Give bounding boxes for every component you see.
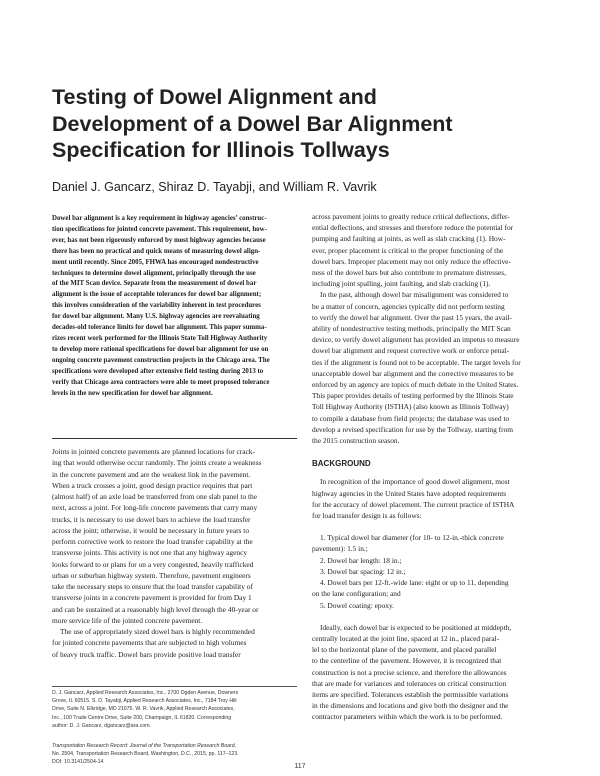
body-line: In recognition of the importance of good dowel alignment, most xyxy=(320,477,510,487)
body-line: lel to the horizontal plane of the pavement, and placed parallel xyxy=(312,645,497,655)
author-list: Daniel J. Gancarz, Shiraz D. Tayabji, and William R. Vavrik xyxy=(52,180,377,194)
abstract-line: of the MIT Scan device. Separate from the measurement of dowel bar xyxy=(52,280,257,288)
body-line: ability of nondestructive testing methods, principally the MIT Scan xyxy=(312,324,511,334)
body-line: ties if the alignment is found not to be acceptable. The target levels for xyxy=(312,357,521,367)
body-line: next, across a joint. For long-life concrete pavements that carry many xyxy=(52,503,258,513)
body-line: in the dimensions and locations and give both the designer and the xyxy=(312,701,509,711)
body-line: trucks, it is necessary to use dowel bars to achieve the load transfer xyxy=(52,514,251,524)
journal-line: Transportation Research Record: Journal of the Transportation Research Board, xyxy=(52,743,237,749)
body-line: transverse joints. This activity is not one that any highway agency xyxy=(52,548,248,558)
title-line: Testing of Dowel Alignment and xyxy=(52,85,377,109)
list-item: pavement): 1.5 in.; xyxy=(312,544,368,554)
abstract-line: there has been no practical and quick means of measuring dowel align- xyxy=(52,247,261,255)
body-line: device, to verify dowel alignment has provided an impetus to measure xyxy=(312,335,520,345)
footnote-line: Inc., 100 Trade Centre Drive, Suite 200, Champaign, IL 61820. Corresponding xyxy=(52,714,232,721)
doi-link[interactable]: DOI: 10.3141/2504-14 xyxy=(52,759,104,766)
body-line: to the centerline of the pavement. However, it is recognized that xyxy=(312,656,502,666)
body-line: for the accuracy of dowel placement. The current practice of ISTHA xyxy=(312,499,515,509)
body-line: looks forward to or plans for on a very congested, heavily trafficked xyxy=(52,559,254,569)
abstract-line: to develop more rational specifications for dowel bar alignment for use on xyxy=(52,345,269,353)
footnote-line: author: D. J. Gancarz, dgancarz@ara.com. xyxy=(52,722,151,729)
body-line: develop a revised specification for use by the Tollway, starting from xyxy=(312,424,514,434)
abstract-line: this involves consideration of the variability inherent in test procedures xyxy=(52,302,261,310)
body-line: highway agencies in the United States have adopted requirements xyxy=(312,488,507,498)
body-line: for load transfer design is as follows: xyxy=(312,511,422,521)
body-line: Joints in jointed concrete pavements are planned locations for crack- xyxy=(52,447,255,456)
abstract-line: levels in the new specification for dowel bar alignment. xyxy=(52,389,213,397)
body-line: in the concrete pavement and are the weakest link in the pavement. xyxy=(52,469,251,479)
footnote-line: D. J. Gancarz, Applied Research Associates, Inc., 2700 Ogden Avenue, Downers xyxy=(52,690,239,696)
body-line: of heavy truck traffic. Dowel bars provide positive load transfer xyxy=(52,649,241,659)
body-line: This paper provides details of testing performed by the Illinois State xyxy=(312,391,514,401)
body-line: When a truck crosses a joint, good design practice requires that part xyxy=(52,480,253,490)
body-line: that are made for variances and tolerances on critical construction xyxy=(312,678,507,688)
body-line: ever, proper placement is critical to the proper functioning of the xyxy=(312,245,504,255)
body-line: urban or suburban highway system. Therefore, pavement engineers xyxy=(52,570,251,580)
body-line: dowel bar alignment and request corrective work or enforce penal- xyxy=(312,346,510,356)
title-line: Specification for Illinois Tollways xyxy=(52,138,390,162)
list-item: 2. Dowel bar length: 18 in.; xyxy=(320,555,402,565)
abstract-line: Dowel bar alignment is a key requirement in highway agencies’ construc- xyxy=(52,215,267,222)
list-item: 1. Typical dowel bar diameter (for 10- to 12-in.-thick concrete xyxy=(320,533,504,543)
body-right-column xyxy=(312,211,557,723)
body-line: dowel bars. Improper placement may not only reduce the effective- xyxy=(312,256,511,266)
journal-citation xyxy=(52,742,297,767)
abstract-line: ongoing concrete pavement construction projects in the Chicago area. The xyxy=(52,356,270,364)
body-line: be a matter of concern, agencies typically did not perform testing xyxy=(312,301,505,311)
body-line: to compile a database from field projects; the database was used to xyxy=(312,413,510,423)
abstract-line: ment until recently. Since 2005, FHWA has encouraged nondestructive xyxy=(52,258,259,266)
title-line: Development of a Dowel Bar Alignment xyxy=(52,111,453,136)
body-line: the 2015 construction season. xyxy=(312,436,400,446)
body-line: including joint spalling, joint faulting, and slab cracking (1). xyxy=(312,279,491,289)
body-line: enforced by an agency are topics of much debate in the United States. xyxy=(312,380,519,390)
body-line: ential deflections, and stresses and therefore reduce the potential for xyxy=(312,223,514,233)
abstract-line: for dowel bar alignment. Many U.S. highway agencies are reevaluating xyxy=(52,313,260,321)
journal-line: No. 2504, Transportation Research Board, Washington, D.C., 2015, pp. 117–123. xyxy=(52,751,239,758)
section-heading-background: BACKGROUND xyxy=(312,459,371,469)
abstract-line: tion specifications for jointed concrete pavement. This requirement, how- xyxy=(52,225,267,233)
page-number: 117 xyxy=(294,763,306,770)
footnote-line: Grove, IL 60515. S. D. Tayabji, Applied Research Associates, Inc., 7184 Troy Hill xyxy=(52,698,237,705)
abstract-line: decades-old tolerance limits for dowel bar alignment. This paper summa- xyxy=(52,324,267,332)
list-item: 5. Dowel coating: epoxy. xyxy=(320,600,395,610)
body-line: In the past, although dowel bar misalignment was considered to xyxy=(320,290,509,300)
body-line: items are specified. Tolerances establish the permissible variations xyxy=(312,689,509,699)
body-line: ing that would otherwise occur randomly. The joints create a weakness xyxy=(52,458,262,468)
body-line: The use of appropriately sized dowel bars is highly recommended xyxy=(60,627,255,636)
abstract-line: ever, has not been rigorously enforced by most highway agencies because xyxy=(52,236,266,244)
abstract-line: specifications were developed after extensive field testing during 2013 to xyxy=(52,367,264,375)
body-line: centrally located at the joint line, spaced at 12 in., placed paral- xyxy=(312,633,500,643)
author-affiliations xyxy=(52,689,297,730)
list-item: 4. Dowel bars per 12-ft.-wide lane: eight or up to 11, depending xyxy=(320,578,509,588)
body-line: more service life of the jointed concrete pavement. xyxy=(52,615,203,625)
body-line: ness of the dowel bars but also contribute to premature distresses, xyxy=(312,268,506,278)
abstract-line: rizes recent work performed for the Illinois State Toll Highway Authority xyxy=(52,334,268,342)
footnote-divider xyxy=(52,686,297,687)
paper-title xyxy=(52,84,552,164)
body-line: across pavement joints to greatly reduce critical deflections, differ- xyxy=(312,212,510,221)
body-line: construction is not a precise science, and therefore the allowances xyxy=(312,667,507,677)
body-line: for jointed concrete pavements that are subjected to high volumes xyxy=(52,638,247,648)
body-line: across the joint; otherwise, it would be necessary in future years to xyxy=(52,525,250,535)
abstract-line: alignment is the issue of acceptable tolerances for dowel bar alignment; xyxy=(52,291,262,299)
body-line: unacceptable dowel bar alignment and the corrective measures to be xyxy=(312,368,514,378)
body-line: and can be sustained at a reasonably high level through the 40-year or xyxy=(52,604,259,614)
body-line: transverse joints in a concrete pavement is provided for from Day 1 xyxy=(52,593,252,603)
abstract-line: techniques to determine dowel alignment, principally through the use xyxy=(52,269,256,277)
footnote-line: Drive, Suite N, Elkridge, MD 21075. W. R. Vavrik, Applied Research Associates, xyxy=(52,706,235,713)
body-line: take the necessary steps to ensure that the load transfer capability of xyxy=(52,582,253,591)
list-item: on the lane configuration; and xyxy=(312,589,401,599)
body-line: pumping and faulting at joints, as well as slab cracking (1). How- xyxy=(312,234,506,244)
body-line: (almost half) of an axle load be transferred from one slab panel to the xyxy=(52,492,258,501)
abstract-line: verify that Chicago area contractors were able to meet proposed tolerance xyxy=(52,378,270,386)
abstract xyxy=(52,214,297,399)
abstract-divider xyxy=(52,438,297,439)
list-item: 3. Dowel bar spacing: 12 in.; xyxy=(320,566,406,576)
body-line: Toll Highway Authority (ISTHA) (also known as Illinois Tollway) xyxy=(312,402,509,412)
body-line: to verify the dowel bar alignment. Over the past 15 years, the avail- xyxy=(312,312,512,322)
body-line: Ideally, each dowel bar is expected to be positioned at middepth, xyxy=(320,622,512,632)
body-line: contractor parameters within which the work is to be performed. xyxy=(312,712,503,722)
body-line: perform corrective work to restore the load transfer capability at the xyxy=(52,537,253,546)
body-left-column xyxy=(52,446,297,660)
